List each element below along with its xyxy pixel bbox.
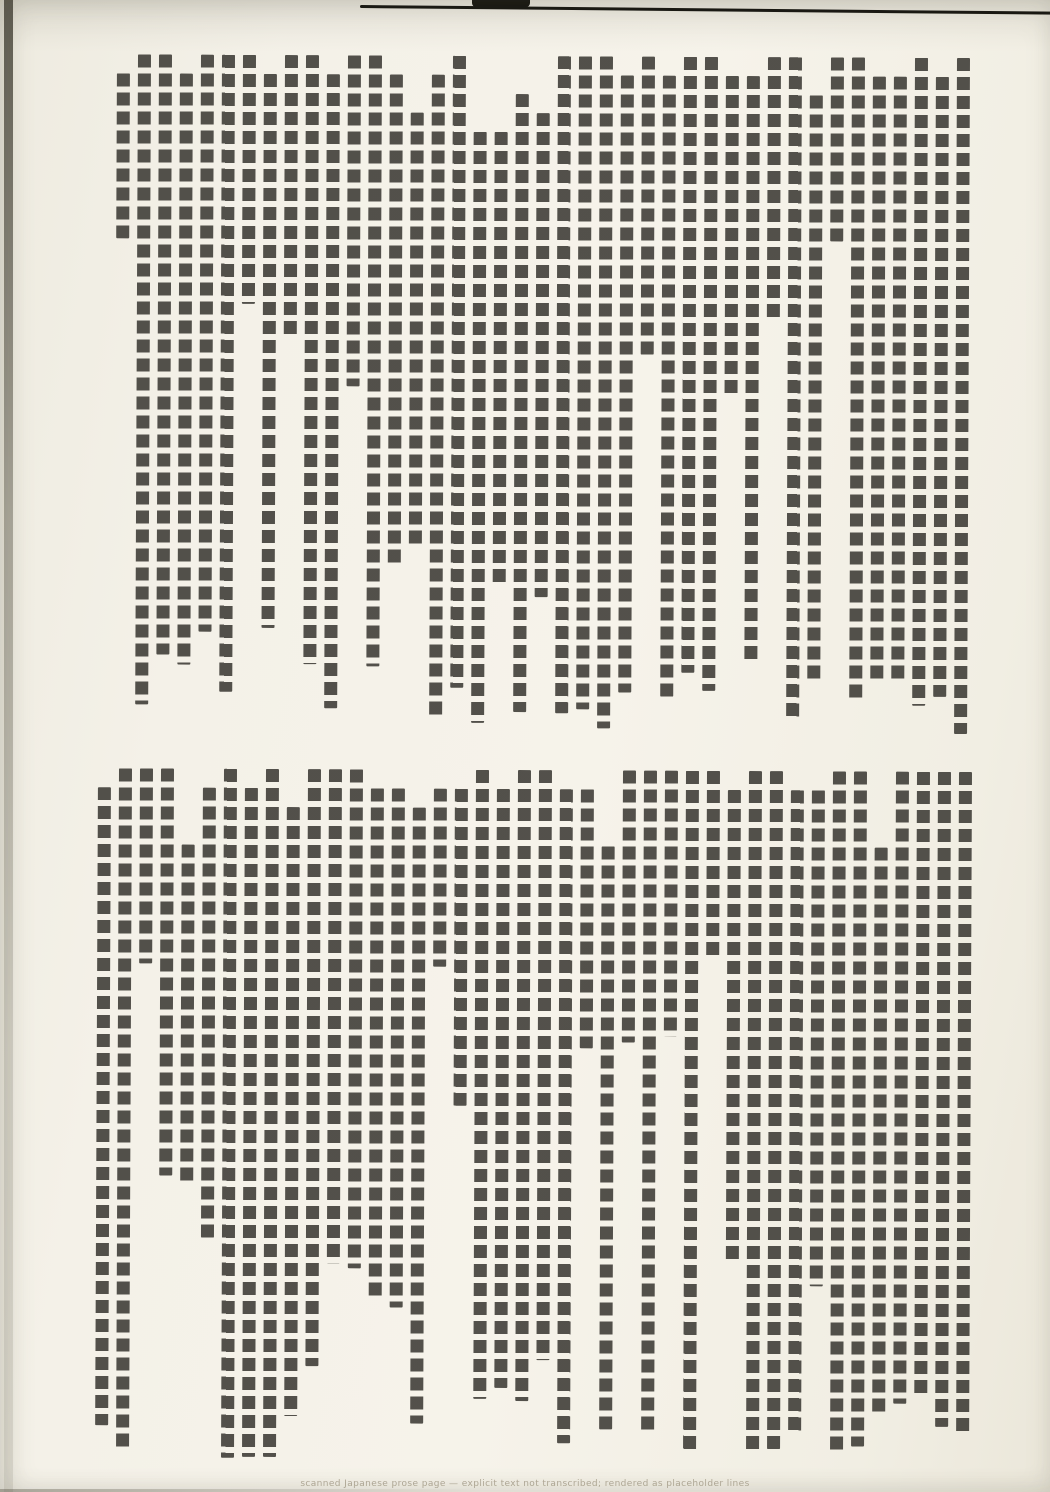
text-column (284, 807, 300, 1416)
text-column (327, 769, 342, 1263)
text-column (914, 772, 930, 1397)
redaction-note: scanned Japanese prose page — explicit text not transcribed; rendered as placeholder lines (300, 1479, 750, 1489)
text-column (641, 57, 655, 355)
text-column (535, 113, 550, 597)
text-column (219, 55, 235, 692)
text-column (956, 772, 972, 1433)
text-column (597, 56, 613, 728)
text-column (95, 787, 111, 1425)
text-column (409, 113, 424, 548)
text-column (849, 57, 865, 703)
text-column (767, 57, 781, 318)
text-column (788, 790, 804, 1435)
text-column (433, 789, 447, 967)
text-column (515, 770, 531, 1401)
text-column (891, 77, 907, 680)
text-column (618, 75, 634, 692)
text-column (810, 790, 825, 1286)
text-column (348, 769, 363, 1268)
text-column (159, 768, 174, 1175)
text-column (305, 769, 321, 1366)
text-column (599, 846, 615, 1429)
text-column (664, 771, 678, 1037)
text-column (201, 788, 216, 1238)
text-column (786, 57, 802, 719)
text-column (303, 55, 319, 664)
text-column (872, 848, 887, 1415)
text-column (116, 73, 130, 238)
text-column (263, 769, 279, 1457)
text-column (706, 771, 720, 960)
text-column (725, 76, 739, 396)
upper-text-block (79, 54, 970, 736)
text-column (726, 790, 741, 1263)
text-column (912, 58, 928, 706)
text-column (450, 56, 466, 688)
text-column (580, 789, 594, 1048)
text-column (473, 770, 489, 1399)
text-column (454, 789, 468, 1106)
text-column (933, 77, 949, 697)
text-column (744, 76, 760, 661)
text-column (116, 768, 132, 1448)
text-column (177, 74, 193, 665)
text-column (242, 55, 256, 304)
text-column (807, 95, 823, 681)
text-column (660, 76, 676, 697)
text-column (471, 132, 487, 723)
text-column (390, 788, 405, 1307)
text-column (767, 771, 783, 1449)
text-column (870, 77, 886, 683)
lower-text-block (75, 768, 972, 1466)
text-column (493, 132, 508, 588)
text-column (622, 770, 636, 1042)
text-column (513, 94, 529, 712)
text-column (641, 771, 657, 1433)
text-column (180, 845, 194, 1185)
text-column (410, 808, 426, 1424)
text-column (954, 58, 970, 734)
text-column (746, 771, 762, 1453)
text-column (555, 56, 571, 713)
text-column (221, 769, 237, 1458)
text-column (369, 788, 384, 1300)
text-column (893, 772, 909, 1404)
text-column (139, 768, 153, 963)
text-column (681, 57, 697, 673)
text-column (851, 771, 867, 1446)
text-column (536, 770, 552, 1360)
text-column (324, 74, 340, 708)
text-column (683, 771, 699, 1453)
text-column (494, 789, 510, 1388)
text-column (557, 789, 573, 1443)
text-column (429, 75, 445, 718)
text-column (388, 74, 403, 564)
text-column (830, 771, 846, 1451)
scan-left-edge (4, 0, 13, 1492)
text-column (242, 788, 258, 1457)
text-column (198, 55, 214, 632)
text-column (702, 57, 718, 691)
text-column (135, 54, 151, 704)
text-column (347, 55, 361, 386)
text-column (830, 57, 844, 241)
text-column (284, 55, 298, 340)
text-column (366, 55, 382, 666)
text-column (576, 56, 592, 709)
text-column (156, 54, 172, 654)
text-column (935, 772, 951, 1427)
text-column (262, 74, 277, 628)
scan-top-edge-mark (472, 0, 530, 7)
